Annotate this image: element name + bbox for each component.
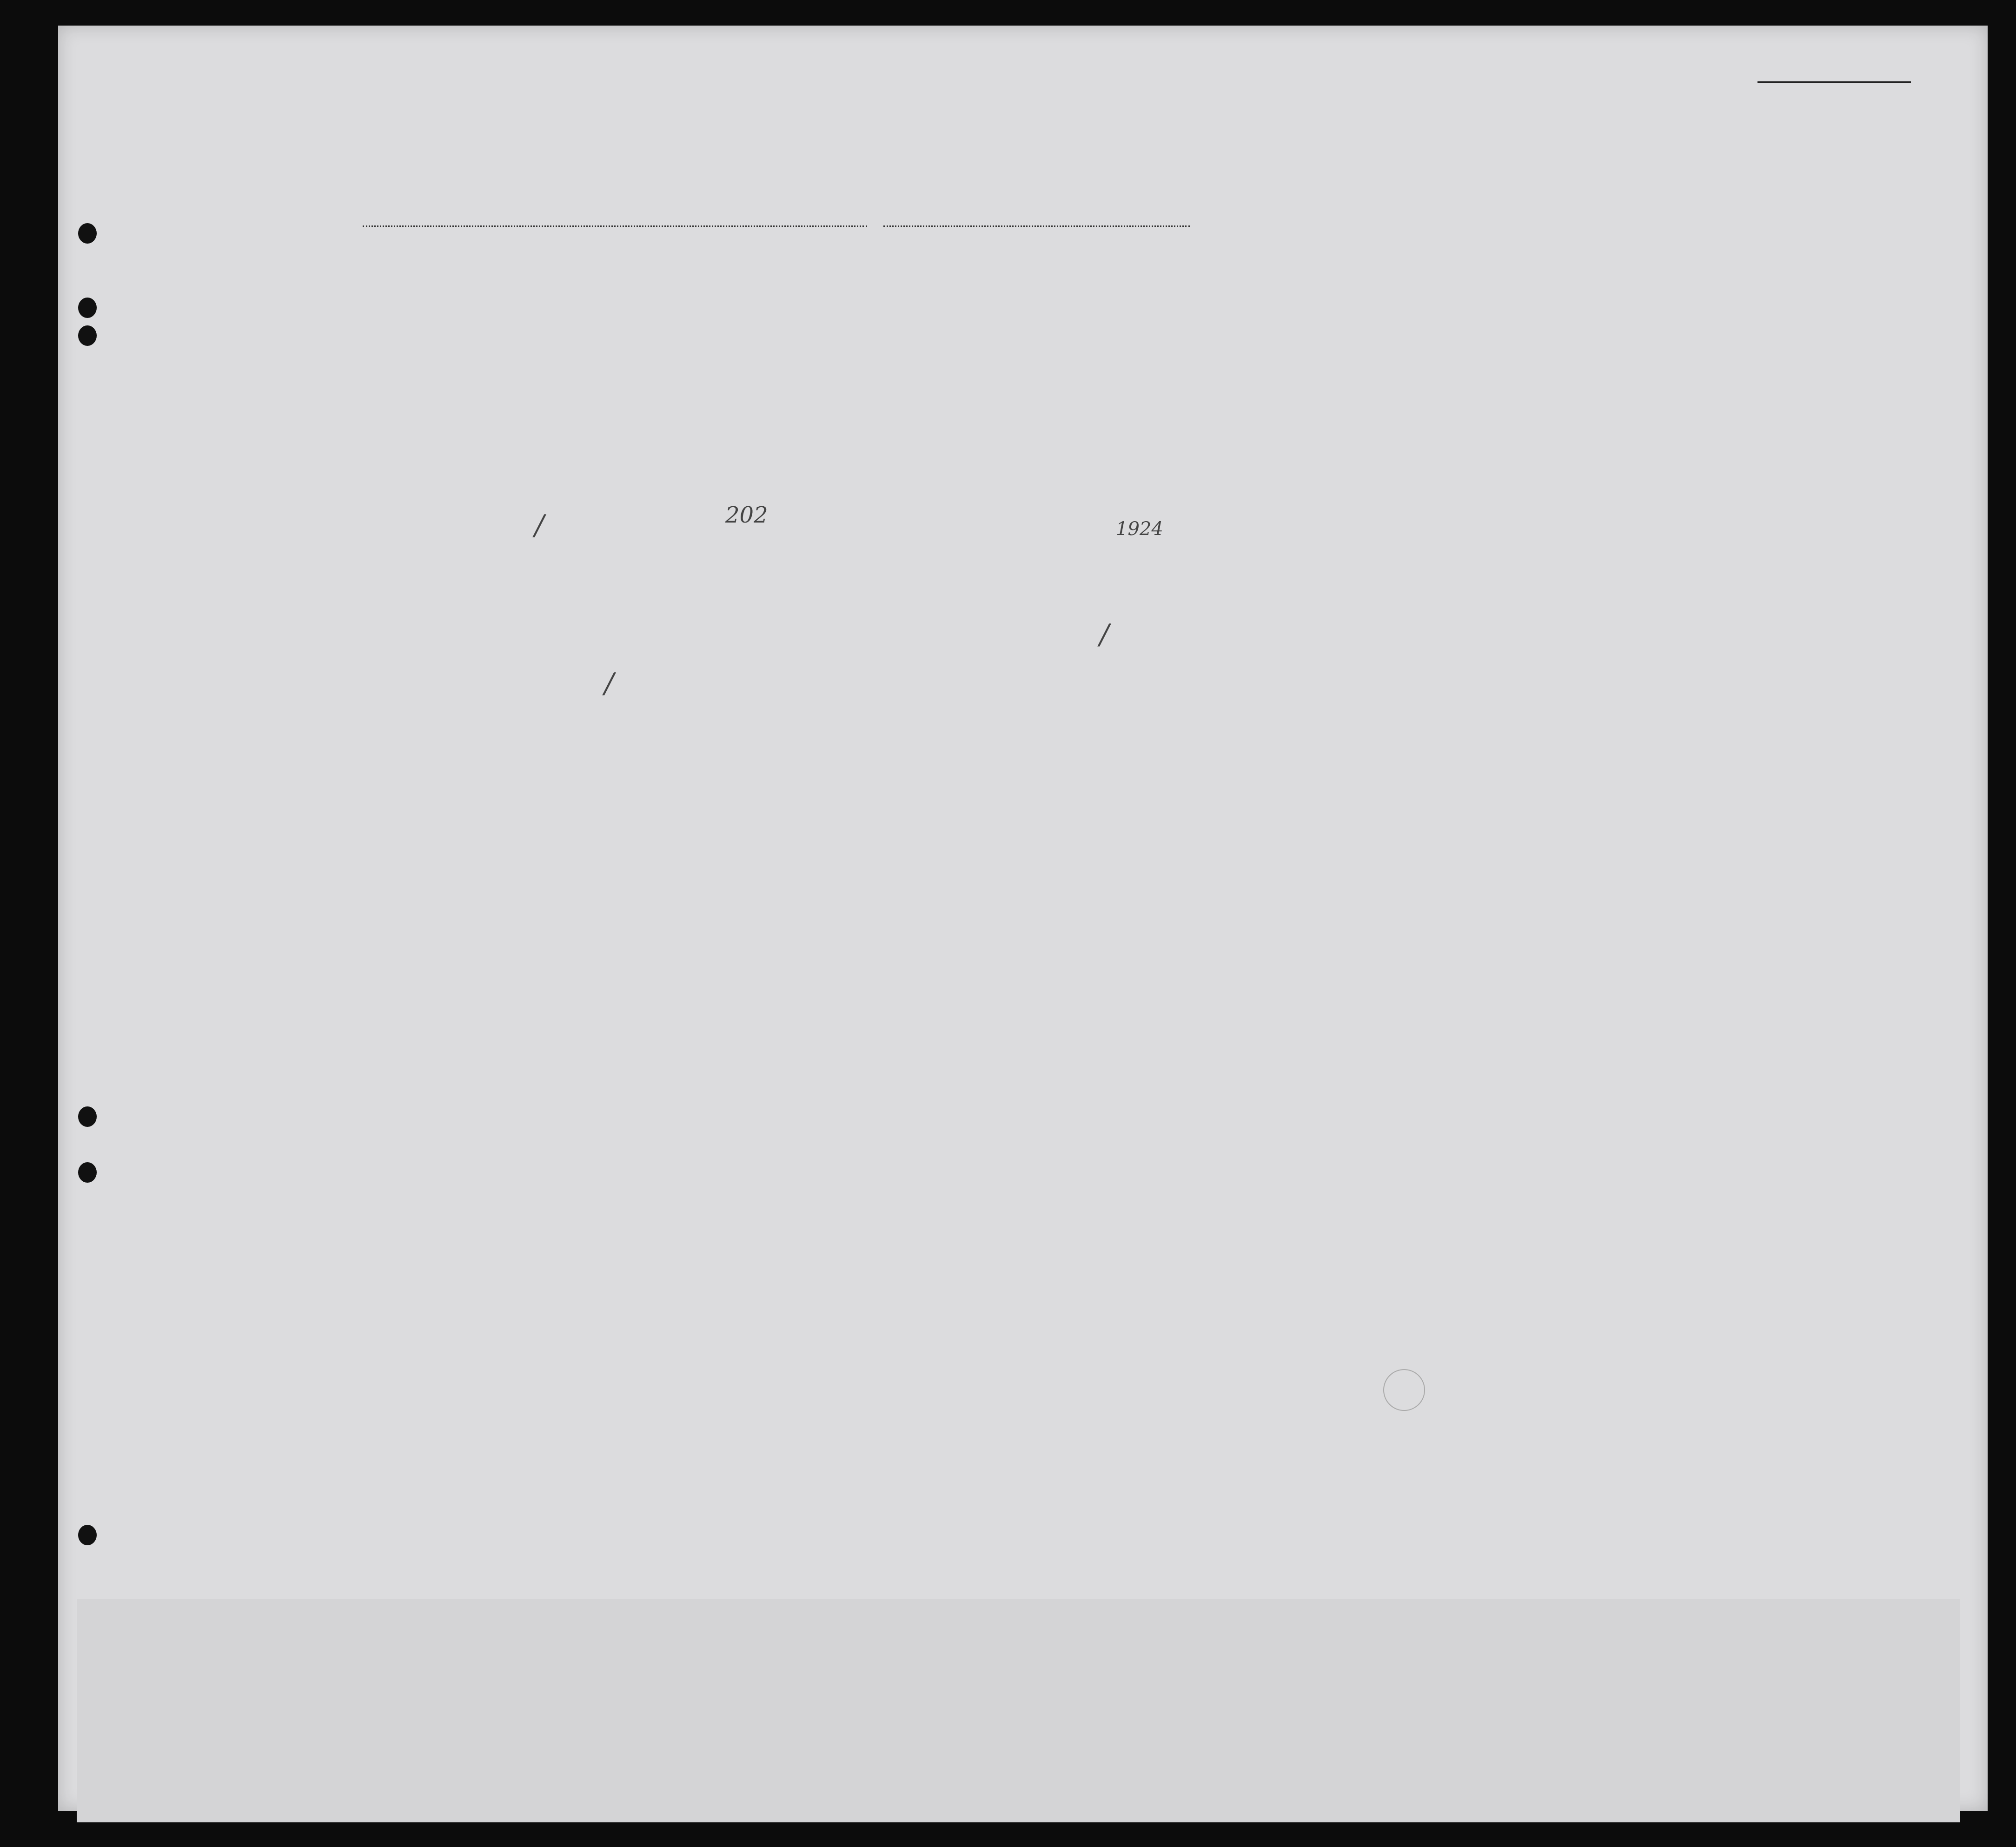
sheet-lower-page bbox=[77, 1599, 1960, 1822]
punch-hole-icon bbox=[78, 1106, 97, 1127]
punch-hole-icon bbox=[78, 223, 97, 244]
punch-hole-icon bbox=[78, 325, 97, 346]
port-underline bbox=[363, 225, 867, 227]
list-underline bbox=[1757, 81, 1911, 83]
manifest-sheet bbox=[58, 26, 1988, 1811]
handwritten-checkmark: / bbox=[1100, 618, 1109, 651]
punch-hole-icon bbox=[78, 1525, 97, 1545]
handwritten-checkmark: / bbox=[535, 509, 544, 542]
circular-stamp-icon bbox=[1383, 1369, 1425, 1411]
handwritten-checkmark: / bbox=[604, 667, 614, 700]
punch-hole-icon bbox=[78, 298, 97, 318]
punch-hole-icon bbox=[78, 1162, 97, 1183]
date-underline bbox=[883, 225, 1190, 227]
handwritten-mark: 202 bbox=[725, 502, 768, 528]
handwritten-mark: 1924 bbox=[1116, 518, 1163, 540]
